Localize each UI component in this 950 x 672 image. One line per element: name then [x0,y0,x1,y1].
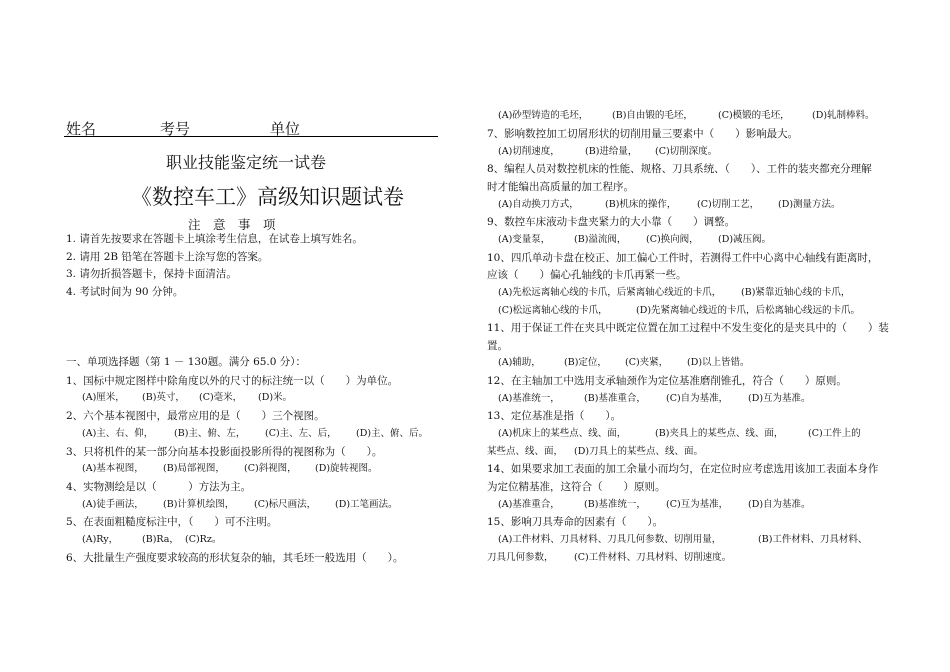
question-13: 13、定位基准是指（ ）。 [487,410,622,422]
question-10: 10、四爪单动卡盘在校正、加工偏心工件时，若测得工件中心离中心轴线有距离时， [487,252,879,264]
notice-item: 4. 考试时间为 90 分钟。 [66,286,184,298]
question-2: 2、六个基本视图中，最常应用的是（ ）三个视图。 [66,410,325,422]
question-14-cont: 为定位精基准，这符合（ ）原则。 [487,481,666,493]
q10-option-a: (A)先松远离轴心线的卡爪，后紧离轴心线近的卡爪， [498,287,722,298]
q1-option-b: (B)英寸， [142,392,185,403]
question-4: 4、实物测绘是以（ ）方法为主。 [66,481,252,493]
section-heading: 一、单项选择题（第 1 － 130题。满分 65.0 分）： [66,356,307,368]
q8-option-b: (B)机床的操作， [605,199,677,210]
q9-option-a: (A)变量泵， [498,234,551,245]
q6-option-c: (C)模锻的毛坯， [718,110,790,121]
q9-option-b: (B)溢流阀， [574,234,627,245]
question-8-cont: 时才能编出高质量的加工程序。 [487,181,634,193]
question-9: 9、数控车床液动卡盘夹紧力的大小靠（ ）调整。 [487,216,736,228]
q1-option-d: (D)米。 [258,392,293,403]
q3-option-a: (A)基本视图， [82,463,144,474]
q13-option-d: (D)刀具上的某些点、线、面。 [574,446,704,457]
question-7: 7、影响数控加工切屑形状的切削用量三要素中（ ）影响最大。 [487,128,799,140]
q2-option-a: (A)主、右、仰， [82,428,154,439]
q6-option-b: (B)自由锻的毛坯， [612,110,693,121]
q4-option-d: (D)工笔画法。 [335,499,398,510]
exam-title: 职业技能鉴定统一试卷 [166,153,327,172]
q9-option-d: (D)减压阀。 [718,234,772,245]
q2-option-d: (D)主、俯、后。 [356,428,429,439]
q10-option-d: (D)先紧离轴心线近的卡爪，后松离轴心线远的卡爪。 [636,305,861,316]
notice-title: 注 意 事 项 [188,217,276,232]
q14-option-a: (A)基准重合， [498,499,560,510]
q6-option-a: (A)砂型铸造的毛坯， [498,110,589,121]
q14-option-c: (C)互为基准， [666,499,729,510]
q13-option-c-cont: 某些点、线、面， [487,446,564,457]
q3-option-d: (D)旋转视图。 [315,463,378,474]
question-5: 5、在表面粗糙度标注中，（ ）可不注明。 [66,516,278,528]
question-14: 14、如果要求加工表面的加工余量小而均匀，在定位时应考虑选用该加工表面本身作 [487,463,879,475]
q2-option-c: (C)主、左、后， [265,428,337,439]
candidate-info-line [64,118,438,137]
q10-option-c: (C)松远离轴心线的卡爪， [498,305,608,316]
q3-option-b: (B)局部视图， [163,463,225,474]
notice-item: 2. 请用 2B 铅笔在答题卡上涂写您的答案。 [66,251,269,263]
book-title: 《数控车工》高级知识题试卷 [131,185,404,209]
q11-option-a: (A)辅助， [498,357,541,368]
q12-option-c: (C)自为基准， [666,393,729,404]
q7-option-a: (A)切削速度， [498,146,560,157]
q4-option-b: (B)计算机绘图， [163,499,235,510]
q1-option-c: (C)毫米， [199,392,243,403]
q4-option-c: (C)标尺画法， [254,499,317,510]
q14-option-d: (D)自为基准。 [748,499,811,510]
q4-option-a: (A)徒手画法， [82,499,144,510]
q2-option-b: (B)主、俯、左， [174,428,246,439]
q13-option-b: (B)夹具上的某些点、线、面， [655,428,784,439]
question-15: 15、影响刀具寿命的因素有（ ）。 [487,516,664,528]
q5-option-a: (A)Ry， [82,534,119,545]
q5-option-b: (B)Ra， [142,534,179,545]
question-12: 12、在主轴加工中选用支承轴颈作为定位基准磨削锥孔，符合（ ）原则。 [487,375,847,387]
q15-option-c: (C)工件材料、刀具材料、切削速度。 [574,552,732,563]
q8-option-d: (D)测量方法。 [778,199,841,210]
q7-option-c: (C)切削深度。 [655,146,718,157]
q3-option-c: (C)斜视图， [244,463,297,474]
question-11: 11、用于保证工件在夹具中既定位置在加工过程中不发生变化的是夹具中的（ ）装 [487,322,889,334]
q10-option-b: (B)紧靠近轴心线的卡爪， [741,287,851,298]
question-6: 6、大批量生产强度要求较高的形状复杂的轴，其毛坯一般选用（ ）。 [66,552,404,564]
question-11-cont: 置。 [487,340,508,352]
q5-option-c: (C)Rz。 [185,534,222,545]
q15-option-a: (A)工件材料、刀具材料、刀具几何参数、切削用量， [498,534,722,545]
question-3: 3、只将机件的某一部分向基本投影面投影所得的视图称为（ ）。 [66,446,383,458]
q11-option-c: (C)夹紧， [625,357,669,368]
q12-option-a: (A)基准统一， [498,393,560,404]
q13-option-a: (A)机床上的某些点、线、面， [498,428,627,439]
exam-no-label: 考号 [160,120,191,138]
q12-option-d: (D)互为基准。 [748,393,811,404]
question-10-cont: 应该（ ）偏心孔轴线的卡爪再紧一些。 [487,269,687,281]
q1-option-a: (A)厘米， [82,392,125,403]
q8-option-c: (C)切削工艺， [697,199,760,210]
q7-option-b: (B)进给量， [585,146,638,157]
q8-option-a: (A)自动换刀方式， [498,199,579,210]
q6-option-d: (D)轧制棒料。 [812,110,875,121]
notice-item: 3. 请勿折损答题卡，保持卡面清洁。 [66,268,237,280]
q15-option-b: (B)工件材料、刀具材料、 [758,534,868,545]
q12-option-b: (B)基准重合， [584,393,646,404]
q14-option-b: (B)基准统一， [584,499,646,510]
q11-option-d: (D)以上皆错。 [687,357,750,368]
notice-item: 1. 请首先按要求在答题卡上填涂考生信息，在试卷上填写姓名。 [66,233,363,245]
q13-option-c: (C)工件上的 [808,428,861,439]
question-8: 8、编程人员对数控机床的性能、规格、刀具系统、（ ）、工件的装夹都充分理解 [487,163,872,175]
q9-option-c: (C)换向阀， [646,234,699,245]
question-1: 1、国标中规定图样中除角度以外的尺寸的标注统一以（ ）为单位。 [66,375,399,387]
q11-option-b: (B)定位， [564,357,607,368]
unit-label: 单位 [270,120,301,138]
q15-option-b-cont: 刀具几何参数， [487,552,554,563]
name-label: 姓名 [66,120,97,138]
